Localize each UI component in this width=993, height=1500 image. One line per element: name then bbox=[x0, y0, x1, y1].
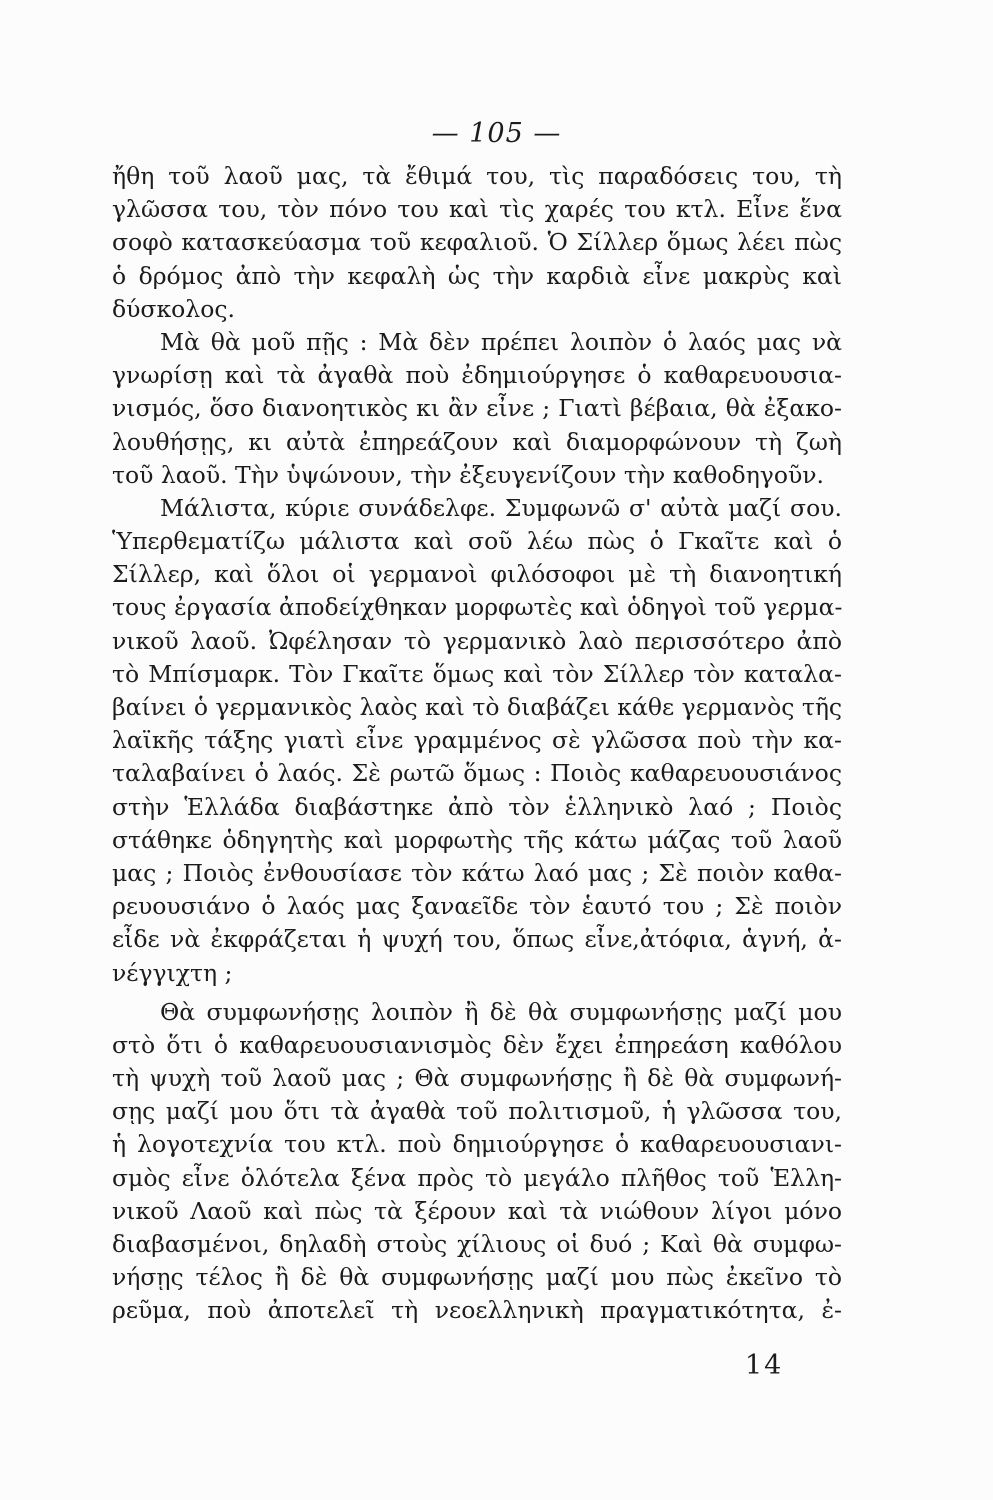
text-line: νικοῦ λαοῦ. Ὠφέλησαν τὸ γερμανικὸ λαὸ περισσότερο ἀπὸ bbox=[112, 626, 842, 655]
page-number: — 105 — bbox=[431, 118, 562, 149]
paragraph bbox=[112, 996, 842, 1328]
text-line: Μὰ θὰ μοῦ πῇς : Μὰ δὲν πρέπει λοιπὸν ὁ λαός μας νὰ bbox=[160, 327, 842, 356]
text-line: δύσκολος. bbox=[112, 294, 235, 323]
text-line: τὸ Μπίσμαρκ. Τὸν Γκαῖτε ὅμως καὶ τὸν Σίλλερ τὸν καταλα- bbox=[112, 659, 842, 688]
text-line: βαίνει ὁ γερμανικὸς λαὸς καὶ τὸ διαβάζει κάθε γερμανὸς τῆς bbox=[112, 693, 843, 721]
paragraph bbox=[112, 160, 842, 326]
text-line: γνωρίσῃ καὶ τὰ ἀγαθὰ ποὺ ἐδημιούργησε ὁ καθαρευουσια- bbox=[112, 361, 842, 390]
paragraph bbox=[112, 326, 842, 492]
text-line: λουθήσῃς, κι αὐτὰ ἐπηρεάζουν καὶ διαμορφώνουν τὴ ζωὴ bbox=[112, 427, 842, 456]
text-line: Σίλλερ, καὶ ὅλοι οἱ γερμανοὶ φιλόσοφοι μὲ τὴ διανοητική bbox=[112, 560, 842, 589]
paragraph bbox=[112, 492, 842, 990]
text-line: σῃς μαζί μου ὅτι τὰ ἀγαθὰ τοῦ πολιτισμοῦ, ἡ γλῶσσα του, bbox=[112, 1097, 842, 1126]
text-line: λαϊκῆς τάξης γιατὶ εἶνε γραμμένος σὲ γλῶσσα ποὺ τὴν κα- bbox=[112, 726, 842, 755]
text-line: μας ; Ποιὸς ἐνθουσίασε τὸν κάτω λαό μας ; Σὲ ποιὸν καθα- bbox=[112, 858, 842, 887]
text-line: ἡ λογοτεχνία του κτλ. ποὺ δημιούργησε ὁ καθαρευουσιανι- bbox=[112, 1130, 842, 1159]
text-line: διαβασμένοι, δηλαδὴ στοὺς χίλιους οἱ δυό ; Καὶ θὰ συμφω- bbox=[112, 1230, 842, 1258]
text-line: στάθηκε ὁδηγητὴς καὶ μορφωτὴς τῆς κάτω μάζας τοῦ λαοῦ bbox=[112, 825, 842, 854]
text-line: στὸ ὅτι ὁ καθαρευουσιανισμὸς δὲν ἔχει ἐπηρεάση καθόλου bbox=[112, 1030, 842, 1059]
text-line: ρευουσιάνο ὁ λαός μας ξαναεῖδε τὸν ἑαυτό του ; Σὲ ποιὸν bbox=[112, 892, 842, 921]
text-line: τους ἐργασία ἀποδείχθηκαν μορφωτὲς καὶ ὁδηγοὶ τοῦ γερμα- bbox=[112, 593, 843, 622]
body-text bbox=[112, 160, 842, 1328]
text-line: ὁ δρόμος ἀπὸ τὴν κεφαλὴ ὡς τὴν καρδιὰ εἶνε μακρὺς καὶ bbox=[112, 261, 842, 290]
text-line: ταλαβαίνει ὁ λαός. Σὲ ρωτῶ ὅμως : Ποιὸς καθαρευουσιάνος bbox=[112, 759, 842, 788]
text-line: Ὑπερθεματίζω μάλιστα καὶ σοῦ λέω πὼς ὁ Γκαῖτε καὶ ὁ bbox=[112, 527, 842, 556]
text-line: γλῶσσα του, τὸν πόνο του καὶ τὶς χαρές του κτλ. Εἶνε ἕνα bbox=[112, 195, 842, 224]
text-line: νικοῦ Λαοῦ καὶ πὼς τὰ ξέρουν καὶ τὰ νιώθουν λίγοι μόνο bbox=[112, 1196, 842, 1225]
text-line: ρεῦμα, ποὺ ἀποτελεῖ τὴ νεοελληνικὴ πραγματικότητα, ἐ- bbox=[112, 1296, 842, 1325]
text-line: νήσῃς τέλος ἢ δὲ θὰ συμφωνήσῃς μαζί μου πὼς ἐκεῖνο τὸ bbox=[112, 1263, 842, 1292]
text-line: Μάλιστα, κύριε συνάδελφε. Συμφωνῶ σ' αὐτὰ μαζί σου. bbox=[160, 493, 842, 522]
text-line: τοῦ λαοῦ. Τὴν ὑψώνουν, τὴν ἐξευγενίζουν τὴν καθοδηγοῦν. bbox=[112, 460, 825, 489]
text-line: σμὸς εἶνε ὁλότελα ξένα πρὸς τὸ μεγάλο πλῆθος τοῦ Ἑλλη- bbox=[112, 1163, 842, 1192]
text-line: νέγγιχτη ; bbox=[112, 958, 233, 987]
text-line: νισμός, ὅσο διανοητικὸς κι ἂν εἶνε ; Γιατὶ βέβαια, θὰ ἐξακο- bbox=[112, 394, 842, 423]
text-line: ἤθη τοῦ λαοῦ μας, τὰ ἔθιμά του, τὶς παραδόσεις του, τὴ bbox=[112, 162, 842, 190]
text-line: σοφὸ κατασκεύασμα τοῦ κεφαλιοῦ. Ὁ Σίλλερ ὅμως λέει πὼς bbox=[112, 228, 842, 257]
text-line: εἶδε νὰ ἐκφράζεται ἡ ψυχή του, ὅπως εἶνε,ἀτόφια, ἁγνή, ἀ- bbox=[112, 925, 842, 954]
text-line: Θὰ συμφωνήσῃς λοιπὸν ἢ δὲ θὰ συμφωνήσῃς μαζί μου bbox=[160, 997, 842, 1026]
text-line: στὴν Ἑλλάδα διαβάστηκε ἀπὸ τὸν ἑλληνικὸ λαό ; Ποιὸς bbox=[112, 792, 842, 821]
printer-signature-mark: 14 bbox=[745, 1350, 784, 1381]
text-line: τὴ ψυχὴ τοῦ λαοῦ μας ; Θὰ συμφωνήσῃς ἢ δὲ θὰ συμφωνή- bbox=[112, 1064, 842, 1093]
